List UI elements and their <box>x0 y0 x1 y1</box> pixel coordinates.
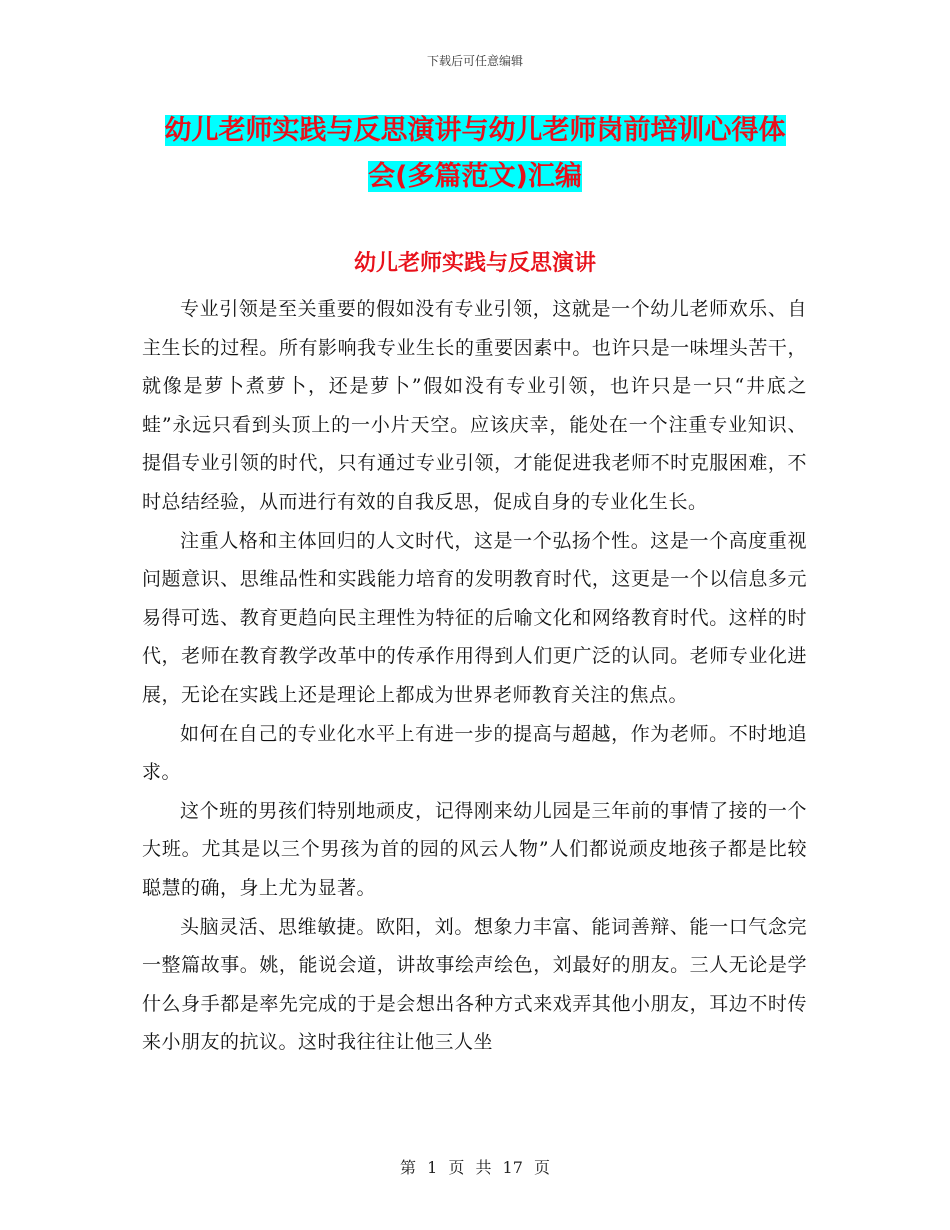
paragraph: 这个班的男孩们特别地顽皮，记得刚来幼儿园是三年前的事情了接的一个大班。尤其是以三个男孩为首的园的风云人物”人们都说顽皮地孩子都是比较聪慧的确，身上尤为显著。 <box>142 799 807 899</box>
page-footer: 第 1 页 共 17 页 <box>400 1158 550 1177</box>
page-header-note: 下载后可任意编辑 <box>426 54 523 68</box>
paragraph: 专业引领是至关重要的假如没有专业引领，这就是一个幼儿老师欢乐、自主生长的过程。所有影响我专业生长的重要因素中。也许只是一味埋头苦干，就像是萝卜煮萝卜，还是萝卜”假如没有专业引领，也许只是一只“井底之蛙”永远只看到头顶上的一小片天空。应该庆幸，能处在一个注重专业知识、提倡专业引领的时代，只有通过专业引领，才能促进我老师不时克服困难，不时总结经验，从而进行有效的自我反思，促成自身的专业化生长。 <box>142 298 807 513</box>
paragraph: 注重人格和主体回归的人文时代，这是一个弘扬个性。这是一个高度重视问题意识、思维品性和实践能力培育的发明教育时代，这更是一个以信息多元易得可选、教育更趋向民主理性为特征的后喻文化和网络教育时代。这样的时代，老师在教育教学改革中的传承作用得到人们更广泛的认同。老师专业化进展，无论在实践上还是理论上都成为世界老师教育关注的焦点。 <box>142 529 807 706</box>
section-title: 幼儿老师实践与反思演讲 <box>353 251 596 276</box>
title-line-2: 会(多篇范文)汇编 <box>368 161 582 192</box>
body-text <box>142 290 807 1062</box>
document-title <box>140 108 810 200</box>
paragraph: 如何在自己的专业化水平上有进一步的提高与超越，作为老师。不时地追求。 <box>142 722 807 784</box>
title-line-1: 幼儿老师实践与反思演讲与幼儿老师岗前培训心得体 <box>164 115 786 146</box>
paragraph: 头脑灵活、思维敏捷。欧阳，刘。想象力丰富、能词善辩、能一口气念完一整篇故事。姚，能说会道，讲故事绘声绘色，刘最好的朋友。三人无论是学什么身手都是率先完成的于是会想出各种方式来戏弄其他小朋友，耳边不时传来小朋友的抗议。这时我往往让他三人坐 <box>142 915 807 1054</box>
